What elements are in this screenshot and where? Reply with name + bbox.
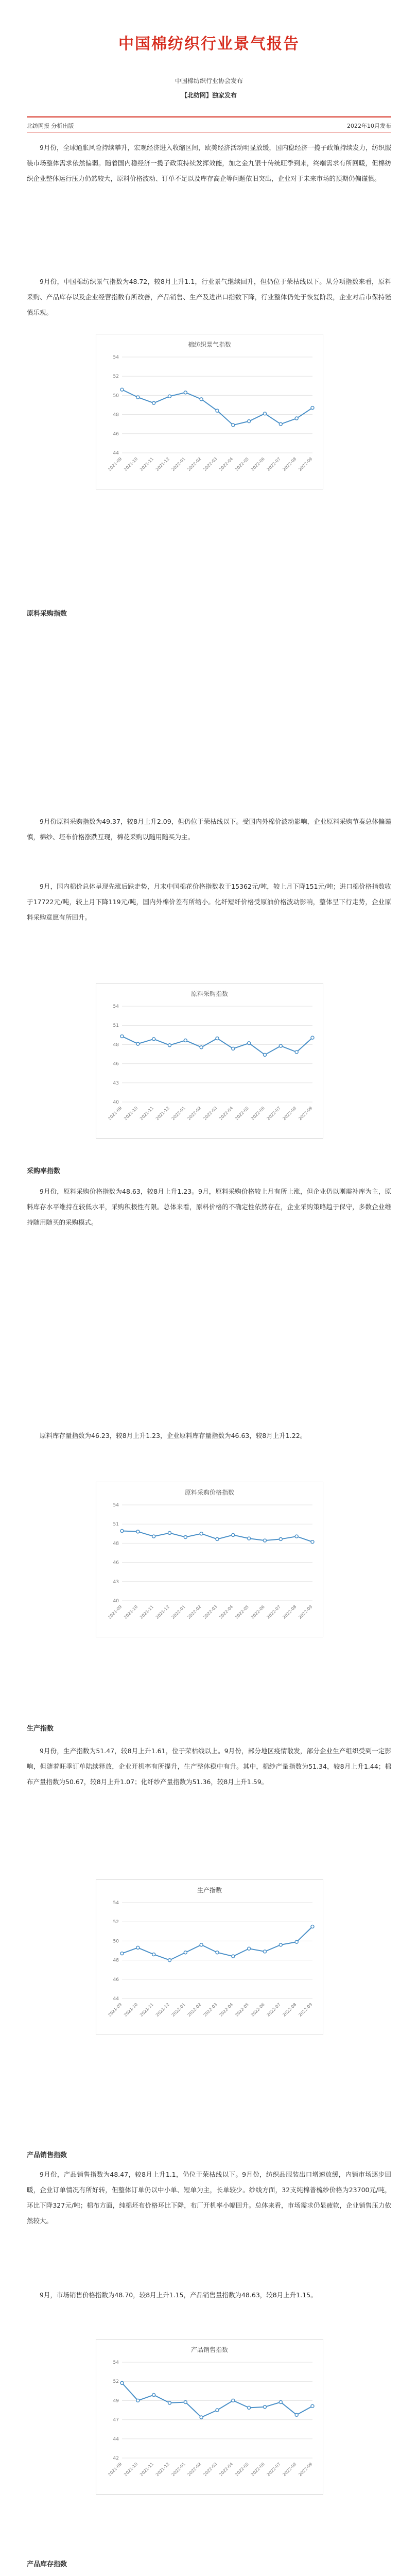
data-point — [248, 420, 251, 423]
data-point — [295, 417, 298, 420]
x-tick-label: 2022-08 — [282, 2002, 298, 2018]
x-tick-label: 2021-11 — [139, 1106, 155, 1122]
raw-paragraph-2: 9月，国内棉价总体呈现先涨后跌走势，月末中国棉花价格指数收于15362元/吨，较上月下降151元/吨；进口棉价格指数收于17722元/吨，较上月下降119元/吨，国内外棉价差有所缩小。化纤短纤价格受原油价格波动影响，整体呈下行走势，企业原料采购意愿有所回升。 — [27, 883, 391, 921]
data-point — [264, 1539, 267, 1542]
data-point — [120, 1529, 124, 1532]
y-tick-label: 50 — [113, 1939, 119, 1944]
y-tick-label: 54 — [113, 1901, 119, 1906]
data-point — [279, 1044, 282, 1047]
x-tick-label: 2021-12 — [154, 1604, 170, 1620]
chart-title: 生产指数 — [197, 1887, 222, 1894]
data-point — [184, 1951, 187, 1954]
x-tick-label: 2022-01 — [170, 1604, 186, 1620]
data-point — [152, 401, 155, 404]
purchase-heading: 采购率指数 — [27, 1167, 61, 1175]
x-tick-label: 2022-04 — [218, 2462, 234, 2478]
purchase-paragraph-2: 原料库存量指数为46.23，较8月上升1.23，企业原料库存量指数为46.63，较8月上升1.22。 — [40, 1432, 307, 1439]
data-point — [232, 1955, 235, 1958]
series-line — [122, 1927, 312, 1960]
x-tick-label: 2022-09 — [298, 456, 314, 472]
stock-heading: 产品库存指数 — [27, 2561, 67, 2568]
data-point — [200, 1046, 203, 1049]
data-point — [200, 2416, 203, 2419]
x-tick-label: 2021-11 — [139, 456, 155, 472]
y-tick-label: 54 — [113, 2360, 119, 2365]
x-tick-label: 2021-12 — [154, 456, 170, 472]
y-tick-label: 48 — [113, 1958, 119, 1963]
chart-4 — [96, 1879, 323, 2035]
x-tick-label: 2022-06 — [250, 2002, 266, 2018]
publisher: 中国棉纺织行业协会发布 — [175, 77, 243, 84]
y-tick-label: 43 — [113, 1579, 119, 1585]
y-tick-label: 44 — [113, 2436, 119, 2442]
y-tick-label: 50 — [113, 393, 119, 399]
data-point — [168, 395, 171, 398]
y-tick-label: 46 — [113, 1061, 119, 1067]
y-tick-label: 40 — [113, 1100, 119, 1105]
data-point — [248, 2406, 251, 2409]
data-point — [120, 1035, 124, 1038]
x-tick-label: 2021-09 — [107, 2462, 123, 2478]
x-tick-label: 2022-01 — [170, 1106, 186, 1122]
x-tick-label: 2022-06 — [250, 1106, 266, 1122]
data-point — [248, 1042, 251, 1045]
raw-heading: 原料采购指数 — [27, 610, 67, 618]
y-tick-label: 52 — [113, 374, 119, 380]
x-tick-label: 2022-06 — [250, 1604, 266, 1620]
x-tick-label: 2022-07 — [266, 456, 282, 472]
series-line — [122, 389, 312, 425]
x-tick-label: 2022-08 — [282, 1604, 298, 1620]
x-tick-label: 2021-10 — [123, 1604, 139, 1620]
y-tick-label: 42 — [113, 2456, 119, 2461]
x-tick-label: 2021-12 — [154, 2462, 170, 2478]
x-tick-label: 2022-07 — [266, 2462, 282, 2478]
data-point — [295, 1940, 298, 1943]
data-point — [168, 2401, 171, 2404]
x-tick-label: 2022-06 — [250, 2462, 266, 2478]
data-point — [248, 1537, 251, 1540]
data-point — [295, 1050, 298, 1054]
data-point — [279, 422, 282, 426]
x-tick-label: 2022-04 — [218, 1604, 234, 1620]
sale-paragraph-2: 9月，市场销售价格指数为48.70，较8月上升1.15，产品销售量指数为48.63，较8月上升1.15。 — [40, 2291, 317, 2299]
y-tick-label: 49 — [113, 2398, 119, 2404]
x-tick-label: 2022-08 — [282, 1106, 298, 1122]
y-tick-label: 44 — [113, 1996, 119, 2002]
y-tick-label: 46 — [113, 1560, 119, 1566]
x-tick-label: 2021-10 — [123, 2002, 139, 2018]
meta-row — [27, 122, 391, 130]
data-point — [152, 2394, 155, 2397]
series-line — [122, 2383, 312, 2417]
x-tick-label: 2022-08 — [282, 2462, 298, 2478]
data-point — [120, 1952, 124, 1955]
data-point — [136, 2399, 140, 2402]
x-tick-label: 2022-06 — [250, 456, 266, 472]
x-tick-label: 2022-07 — [266, 1604, 282, 1620]
x-tick-label: 2022-09 — [298, 1106, 314, 1122]
x-tick-label: 2022-03 — [202, 1604, 218, 1620]
y-tick-label: 44 — [113, 451, 119, 456]
y-tick-label: 43 — [113, 1080, 119, 1086]
x-tick-label: 2021-12 — [154, 2002, 170, 2018]
data-point — [311, 2404, 314, 2408]
data-point — [168, 1531, 171, 1534]
x-tick-label: 2022-07 — [266, 2002, 282, 2018]
x-tick-label: 2022-05 — [234, 1106, 250, 1122]
y-tick-label: 46 — [113, 431, 119, 437]
x-tick-label: 2021-11 — [139, 1604, 155, 1620]
chart-title: 原料采购价格指数 — [184, 1489, 235, 1496]
data-point — [184, 1535, 187, 1538]
data-point — [279, 1537, 282, 1540]
x-tick-label: 2022-03 — [202, 456, 218, 472]
y-tick-label: 51 — [113, 1023, 119, 1029]
x-tick-label: 2022-03 — [202, 1106, 218, 1122]
x-tick-label: 2022-09 — [298, 2002, 314, 2018]
report-title: 中国棉纺织行业景气报告 — [118, 35, 300, 53]
data-point — [152, 1038, 155, 1041]
y-tick-label: 48 — [113, 1541, 119, 1547]
data-point — [264, 2405, 267, 2409]
data-point — [264, 1053, 267, 1056]
data-point — [216, 1037, 219, 1040]
x-tick-label: 2021-10 — [123, 456, 139, 472]
data-point — [311, 406, 314, 410]
purchase-paragraph: 9月份，原料采购价格指数为48.63，较8月上升1.23。9月，原料采购价格较上月有所上涨，但企业仍以刚需补库为主，原料库存水平维持在较低水平，采购积极性有限。总体来看，原料价格的不确定性依然存在，企业采购策略趋于保守，多数企业维持随用随买的采购模式。 — [27, 1188, 391, 1226]
data-point — [120, 2381, 124, 2384]
x-tick-label: 2021-09 — [107, 2002, 123, 2018]
sale-paragraph: 9月份，产品销售指数为48.47，较8月上升1.1，仍位于荣枯线以下。9月份，纺织品服装出口增速放缓，内销市场逐步回暖，企业订单情况有所好转，但整体订单仍以中小单、短单为主，长单较少。纱线方面，32支纯棉普梳纱价格为23700元/吨，环比下降327元/吨；棉布方面，纯棉坯布价格环比下降，布厂开机率小幅回升。总体来看，市场需求仍显疲软，企业销售压力依然较大。 — [27, 2171, 391, 2225]
data-point — [232, 2399, 235, 2402]
y-tick-label: 54 — [113, 1503, 119, 1508]
data-point — [311, 1540, 314, 1544]
prod-heading: 生产指数 — [27, 1725, 54, 1733]
x-tick-label: 2022-04 — [218, 2002, 234, 2018]
x-tick-label: 2022-05 — [234, 2462, 250, 2478]
header-rule — [27, 116, 391, 117]
x-tick-label: 2021-12 — [154, 1106, 170, 1122]
index-summary: 9月份，中国棉纺织景气指数为48.72，较8月上升1.1，行业景气继续回升，但仍位于荣枯线以下。从分项指数来看，原料采购、产品库存以及企业经营指数有所改善，产品销售、生产及进出口指数下降，行业整体仍处于恢复阶段，企业对后市保持谨慎乐观。 — [27, 278, 391, 316]
chart-2 — [96, 983, 323, 1139]
x-tick-label: 2021-09 — [107, 456, 123, 472]
x-tick-label: 2022-09 — [298, 1604, 314, 1620]
data-point — [136, 1530, 140, 1533]
data-point — [200, 398, 203, 401]
y-tick-label: 40 — [113, 1599, 119, 1604]
data-point — [184, 391, 187, 394]
prod-paragraph: 9月份，生产指数为51.47，较8月上升1.61，位于荣枯线以上。9月份，部分地区疫情散发，部分企业生产组织受到一定影响，但随着旺季订单陆续释放，企业开机率有所提升，生产整体稳中有升。其中，棉纱产量指数为51.34，较8月上升1.44；棉布产量指数为50.67，较8月上升1.07；化纤纱产量指数为51.36，较8月上升1.59。 — [27, 1747, 391, 1786]
x-tick-label: 2022-09 — [298, 2462, 314, 2478]
x-tick-label: 2022-02 — [186, 1604, 202, 1620]
chart-title: 棉纺织景气指数 — [187, 341, 232, 348]
data-point — [248, 1947, 251, 1950]
data-point — [136, 1946, 140, 1949]
x-tick-label: 2022-05 — [234, 2002, 250, 2018]
data-point — [136, 1042, 140, 1045]
y-tick-label: 46 — [113, 1977, 119, 1982]
x-tick-label: 2022-03 — [202, 2462, 218, 2478]
x-tick-label: 2022-02 — [186, 2462, 202, 2478]
data-point — [184, 2401, 187, 2404]
x-tick-label: 2022-05 — [234, 456, 250, 472]
data-point — [279, 2401, 282, 2404]
data-point — [200, 1943, 203, 1946]
x-tick-label: 2021-09 — [107, 1604, 123, 1620]
column-label: 【北纺网】独家发布 — [181, 92, 237, 99]
x-tick-label: 2021-10 — [123, 2462, 139, 2478]
data-point — [295, 2413, 298, 2416]
data-point — [216, 409, 219, 412]
chart-5 — [96, 2339, 323, 2495]
x-tick-label: 2022-04 — [218, 456, 234, 472]
data-point — [216, 1537, 219, 1540]
x-tick-label: 2021-10 — [123, 1106, 139, 1122]
x-tick-label: 2022-01 — [170, 2462, 186, 2478]
data-point — [200, 1532, 203, 1535]
data-point — [232, 1047, 235, 1050]
x-tick-label: 2021-11 — [139, 2462, 155, 2478]
meta-right: 2022年10月发布 — [347, 123, 391, 129]
y-tick-label: 54 — [113, 355, 119, 360]
data-point — [168, 1959, 171, 1962]
x-tick-label: 2022-01 — [170, 2002, 186, 2018]
chart-title: 原料采购指数 — [190, 990, 229, 997]
data-point — [216, 1951, 219, 1954]
x-tick-label: 2022-05 — [234, 1604, 250, 1620]
data-point — [279, 1943, 282, 1946]
data-point — [264, 412, 267, 415]
y-tick-label: 52 — [113, 2379, 119, 2385]
data-point — [264, 1950, 267, 1953]
data-point — [232, 1533, 235, 1536]
x-tick-label: 2022-08 — [282, 456, 298, 472]
data-point — [152, 1535, 155, 1538]
x-tick-label: 2022-04 — [218, 1106, 234, 1122]
data-point — [120, 388, 124, 391]
data-point — [311, 1925, 314, 1928]
chart-title: 产品销售指数 — [190, 2346, 229, 2353]
y-tick-label: 54 — [113, 1004, 119, 1009]
x-tick-label: 2022-02 — [186, 456, 202, 472]
data-point — [184, 1039, 187, 1042]
data-point — [311, 1036, 314, 1039]
x-tick-label: 2022-03 — [202, 2002, 218, 2018]
sale-heading: 产品销售指数 — [27, 2151, 67, 2159]
intro-paragraph: 9月份，全球通胀风险持续攀升，宏观经济进入收缩区间，欧美经济活动明显放缓，国内稳经济一揽子政策持续发力，纺织服装市场整体需求依然偏弱。随着国内稳经济一揽子政策持续发挥效能，加之金九银十传统旺季到来，终端需求有所回暖，但棉纺织企业整体运行压力仍然较大，原料价格波动、订单不足以及库存高企等问题依旧突出，企业对于未来市场的预期仍偏谨慎。 — [27, 144, 391, 182]
x-tick-label: 2022-02 — [186, 1106, 202, 1122]
y-tick-label: 48 — [113, 412, 119, 418]
chart-1 — [96, 334, 323, 489]
chart-3 — [96, 1482, 323, 1637]
y-tick-label: 47 — [113, 2417, 119, 2423]
data-point — [152, 1953, 155, 1956]
x-tick-label: 2022-01 — [170, 456, 186, 472]
meta-left: 北纺网报 分析出版 — [27, 123, 74, 129]
y-tick-label: 48 — [113, 1042, 119, 1048]
raw-paragraph-1: 9月份原料采购指数为49.37，较8月上升2.09，但仍位于荣枯线以下。受国内外棉价波动影响，企业原料采购节奏总体偏谨慎，棉纱、坯布价格涨跌互现，棉花采购以随用随买为主。 — [27, 818, 391, 841]
data-point — [295, 1535, 298, 1538]
data-point — [216, 2409, 219, 2412]
x-tick-label: 2021-11 — [139, 2002, 155, 2018]
data-point — [136, 396, 140, 399]
x-tick-label: 2022-07 — [266, 1106, 282, 1122]
x-tick-label: 2022-02 — [186, 2002, 202, 2018]
y-tick-label: 52 — [113, 1920, 119, 1925]
y-tick-label: 51 — [113, 1522, 119, 1528]
x-tick-label: 2021-09 — [107, 1106, 123, 1122]
data-point — [232, 423, 235, 427]
data-point — [168, 1044, 171, 1047]
